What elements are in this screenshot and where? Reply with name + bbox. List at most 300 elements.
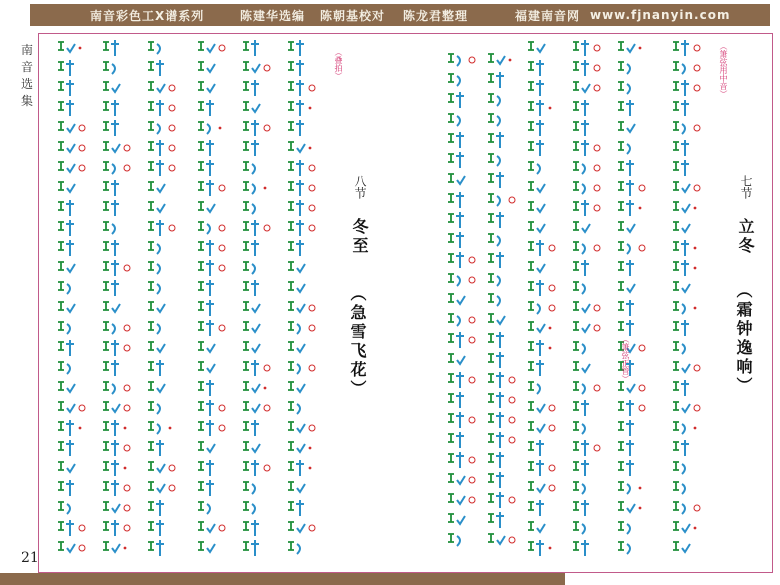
notation-glyph [243,62,270,72]
notation-glyph [58,340,74,356]
notation-glyph [148,482,175,492]
notation-glyph [573,282,585,294]
notation-glyph [103,460,126,476]
notation-glyph [148,242,160,254]
notation-glyph [58,80,74,96]
notation-glyph [103,142,130,152]
notation-glyph [573,100,589,116]
notation-glyph [103,240,119,256]
section-7-tune: （霜钟逸响） [734,282,753,396]
notation-glyph [243,120,270,136]
notation-glyph [488,172,504,188]
notation-glyph [488,114,500,126]
notation-glyph [448,92,464,108]
notation-glyph [573,120,589,136]
notation-glyph [618,482,641,494]
notation-glyph [103,100,119,116]
notation-glyph [673,342,685,354]
notation-glyph [448,534,460,546]
notation-glyph [58,42,81,52]
notation-glyph [148,520,164,536]
notation-glyph [198,260,225,276]
notation-glyph [573,500,589,516]
notation-glyph [673,402,700,412]
notation-glyph [573,242,600,254]
notation-glyph [103,502,130,512]
notation-glyph [528,322,551,332]
notation-glyph [243,220,270,236]
notation-glyph [528,460,555,476]
notation-glyph [103,340,130,356]
notation-glyph [288,200,315,216]
notation-glyph [528,440,544,456]
notation-glyph [488,512,504,528]
notation-glyph [148,500,164,516]
section-8-label: 八节 [353,175,367,199]
notation-glyph [243,162,255,174]
notation-glyph [58,462,75,472]
notation-glyph [58,362,70,374]
notation-glyph [148,202,165,212]
notation-glyph [488,294,500,306]
notation-glyph [448,494,475,504]
notation-glyph [618,300,634,316]
notation-glyph [243,202,255,214]
notation-glyph [103,120,119,136]
side-label: 南音选集 [20,43,33,108]
notation-glyph [288,362,315,374]
notation-glyph [618,142,630,154]
notation-glyph [528,402,555,412]
notation-glyph [243,302,260,312]
notation-glyph [58,542,85,552]
notation-glyph [573,260,589,276]
section-8-title: 冬至 [350,218,369,256]
notation-glyph [488,94,500,106]
notation-glyph [58,200,74,216]
notation-glyph [58,520,85,536]
notation-glyph [288,442,311,452]
notation-glyph [288,542,300,554]
notation-glyph [448,212,464,228]
notation-glyph [488,212,504,228]
notation-glyph [243,460,270,476]
notation-glyph [103,420,126,436]
notation-glyph [148,302,165,312]
notation-glyph [243,540,259,556]
notation-glyph [58,182,75,192]
notation-glyph [573,440,600,456]
notation-glyph [528,182,545,192]
notation-glyph [103,360,119,376]
notation-glyph [148,360,164,376]
notation-glyph [618,82,630,94]
notation-glyph [198,342,215,352]
notation-glyph [103,82,120,92]
notation-glyph [673,362,700,372]
notation-glyph [618,160,634,176]
notation-glyph [198,222,225,234]
notation-glyph [573,522,585,534]
notation-glyph [488,352,504,368]
notation-glyph [243,342,260,352]
notation-glyph [148,42,160,54]
notation-glyph [573,140,600,156]
notation-glyph [148,342,165,352]
notation-glyph [618,200,641,216]
notation-glyph [288,262,305,272]
notation-glyph [488,132,504,148]
notation-glyph [528,100,551,116]
notation-glyph [573,40,600,56]
notation-glyph [148,462,175,472]
notation-glyph [448,192,464,208]
notation-glyph [573,342,585,354]
series-title: 南音彩色工X谱系列 [90,8,205,23]
notation-glyph [198,180,225,196]
notation-glyph [573,400,589,416]
notation-glyph [618,502,641,512]
notation-glyph [673,40,700,56]
notation-glyph [198,42,225,52]
notation-glyph [488,54,511,64]
notation-glyph [103,260,130,276]
notation-glyph [673,160,689,176]
notation-glyph [528,222,545,232]
notation-glyph [198,280,214,296]
notation-glyph [198,62,215,72]
notation-glyph [448,314,475,326]
notation-glyph [488,194,515,206]
section-7-note: （箫弦用中音） [719,42,728,98]
notation-glyph [448,114,460,126]
notation-glyph [148,382,165,392]
notation-glyph [243,360,270,376]
notation-glyph [288,142,311,152]
notation-glyph [673,202,696,212]
notation-glyph [103,480,130,496]
notation-glyph [288,220,315,236]
notation-glyph [673,522,696,532]
notation-glyph [58,302,75,312]
notation-glyph [148,60,164,76]
notation-glyph [673,302,696,314]
notation-glyph [103,382,130,394]
notation-glyph [288,60,304,76]
notation-glyph [573,540,589,556]
notation-glyph [288,342,305,352]
notation-glyph [673,482,685,494]
notation-glyph [528,280,555,296]
notation-glyph [528,42,545,52]
notation-glyph [198,160,214,176]
notation-glyph [288,80,315,96]
notation-glyph [488,432,515,448]
notation-glyph [198,82,215,92]
notation-glyph [198,140,214,156]
notation-glyph [618,42,641,52]
notation-glyph [573,222,590,232]
notation-glyph [528,120,544,136]
notation-glyph [58,162,85,172]
notation-glyph [103,402,130,412]
notation-glyph [288,482,305,492]
notation-glyph [448,132,464,148]
notation-glyph [243,262,255,274]
notation-glyph [288,322,315,334]
notation-glyph [243,382,266,392]
notation-glyph [673,542,690,552]
notation-glyph [528,240,555,256]
notation-glyph [448,54,475,66]
notation-glyph [618,542,630,554]
notation-glyph [198,480,214,496]
notation-glyph [198,400,225,416]
notation-glyph [618,242,645,254]
notation-glyph [528,482,555,492]
compiler-credit: 陈建华选编 [240,8,306,23]
proofreader-credit: 陈朝基校对 [320,8,386,23]
notation-glyph [673,80,700,96]
notation-glyph [288,160,315,176]
notation-glyph [58,502,70,514]
notation-glyph [573,182,600,194]
notation-glyph [243,182,266,194]
notation-glyph [103,180,119,196]
notation-glyph [58,402,85,412]
notation-glyph [528,500,544,516]
notation-glyph [618,420,634,436]
notation-glyph [198,362,215,372]
notation-glyph [488,154,500,166]
notation-glyph [148,440,164,456]
notation-glyph [243,442,260,452]
notation-glyph [243,40,259,56]
notation-glyph [148,422,171,434]
notation-glyph [448,252,475,268]
notation-glyph [103,280,119,296]
notation-glyph [528,382,540,394]
notation-glyph [528,340,551,356]
notation-glyph [448,412,475,428]
notation-glyph [103,162,130,174]
notation-glyph [618,62,630,74]
notation-glyph [198,460,214,476]
notation-glyph [103,302,120,312]
notation-glyph [673,282,690,292]
notation-glyph [148,140,175,156]
site-url[interactable]: www.fjnanyin.com [590,8,731,22]
notation-glyph [618,122,635,132]
notation-glyph [488,534,515,544]
notation-glyph [198,202,215,212]
notation-glyph [528,162,540,174]
notation-glyph [448,354,465,364]
notation-glyph [288,422,315,432]
notation-glyph [198,420,225,436]
notation-glyph [673,62,700,74]
notation-glyph [673,380,689,396]
notation-glyph [243,502,255,514]
notation-glyph [618,320,634,336]
notation-glyph [488,452,504,468]
notation-glyph [673,140,689,156]
notation-glyph [148,82,175,92]
notation-glyph [288,302,315,312]
notation-glyph [448,514,465,524]
notation-glyph [488,392,515,408]
notation-glyph [103,440,130,456]
notation-glyph [488,314,505,324]
notation-glyph [58,440,74,456]
notation-glyph [243,482,255,494]
notation-glyph [243,140,259,156]
notation-glyph [288,240,304,256]
notation-glyph [243,102,260,112]
notation-glyph [528,540,551,556]
notation-glyph [148,220,175,236]
notation-glyph [58,382,75,392]
notation-glyph [198,300,214,316]
notation-glyph [448,74,460,86]
notation-glyph [288,120,304,136]
bottom-strip [0,573,565,585]
notation-glyph [288,500,304,516]
notation-glyph [148,282,160,294]
notation-glyph [573,482,585,494]
notation-glyph [488,372,515,388]
notation-glyph [58,322,70,334]
notation-glyph [673,502,700,514]
notation-glyph [528,302,555,314]
notation-glyph [243,322,260,332]
section-8-note: （叠拍） [334,48,343,80]
notation-glyph [618,400,645,416]
notation-glyph [448,332,475,348]
section-7-label: 七节 [739,175,753,199]
site-name: 福建南音网 [515,8,581,23]
notation-glyph [618,522,630,534]
notation-glyph [448,232,464,248]
notation-glyph [573,460,589,476]
notation-glyph [198,240,225,256]
notation-glyph [573,322,600,332]
notation-glyph [103,520,130,536]
notation-glyph [573,422,585,434]
notation-glyph [528,202,545,212]
notation-glyph [288,460,311,476]
notation-glyph [243,280,259,296]
notation-glyph [573,82,600,92]
notation-glyph [528,262,545,272]
notation-glyph [103,542,126,552]
notation-glyph [673,122,700,134]
notation-glyph [488,412,515,428]
notation-glyph [488,252,504,268]
notation-glyph [573,200,600,216]
notation-glyph [673,182,700,192]
notation-glyph [573,362,590,372]
notation-glyph [488,492,515,508]
notation-glyph [673,440,689,456]
notation-glyph [198,380,214,396]
notation-glyph [618,100,634,116]
notation-glyph [198,442,215,452]
notation-glyph [58,220,74,236]
notation-glyph [673,462,685,474]
notation-score [40,34,760,569]
notation-glyph [528,140,544,156]
notation-glyph [573,382,600,394]
notation-glyph [58,240,74,256]
notation-glyph [288,40,304,56]
notation-glyph [243,402,270,412]
notation-glyph [618,460,634,476]
notation-glyph [288,100,311,116]
notation-glyph [528,360,544,376]
notation-glyph [58,60,74,76]
notation-glyph [448,432,464,448]
notation-glyph [198,502,210,514]
header-banner [30,4,770,26]
notation-glyph [448,174,465,184]
notation-glyph [618,180,645,196]
notation-glyph [148,540,164,556]
notation-glyph [488,472,504,488]
section-7-title: 立冬 [736,218,755,256]
notation-glyph [528,80,544,96]
notation-glyph [103,322,130,334]
notation-glyph [448,372,475,388]
notation-glyph [288,382,305,392]
notation-glyph [488,332,504,348]
inline-note: （箫弦正管） [621,335,630,383]
notation-glyph [58,122,85,132]
notation-glyph [148,160,175,176]
notation-glyph [528,60,544,76]
notation-glyph [103,222,115,234]
notation-glyph [148,182,165,192]
notation-glyph [448,294,465,304]
notation-glyph [148,100,175,116]
notation-glyph [58,262,75,272]
notation-glyph [288,402,300,414]
notation-glyph [58,142,85,152]
page-number: 21 [21,550,39,566]
notation-glyph [488,72,504,88]
notation-glyph [618,260,634,276]
notation-glyph [673,222,690,232]
notation-glyph [198,522,225,532]
notation-glyph [573,302,600,312]
notation-glyph [573,162,600,174]
notation-glyph [673,240,696,256]
notation-glyph [288,282,305,292]
notation-glyph [528,522,545,532]
notation-glyph [198,100,214,116]
notation-glyph [448,392,464,408]
notation-glyph [148,122,175,134]
organizer-credit: 陈龙君整理 [403,8,469,23]
notation-glyph [58,282,70,294]
notation-glyph [243,420,259,436]
notation-glyph [618,282,635,292]
notation-glyph [103,200,119,216]
notation-glyph [448,474,475,484]
notation-glyph [148,322,160,334]
notation-glyph [58,100,74,116]
notation-glyph [618,440,634,456]
